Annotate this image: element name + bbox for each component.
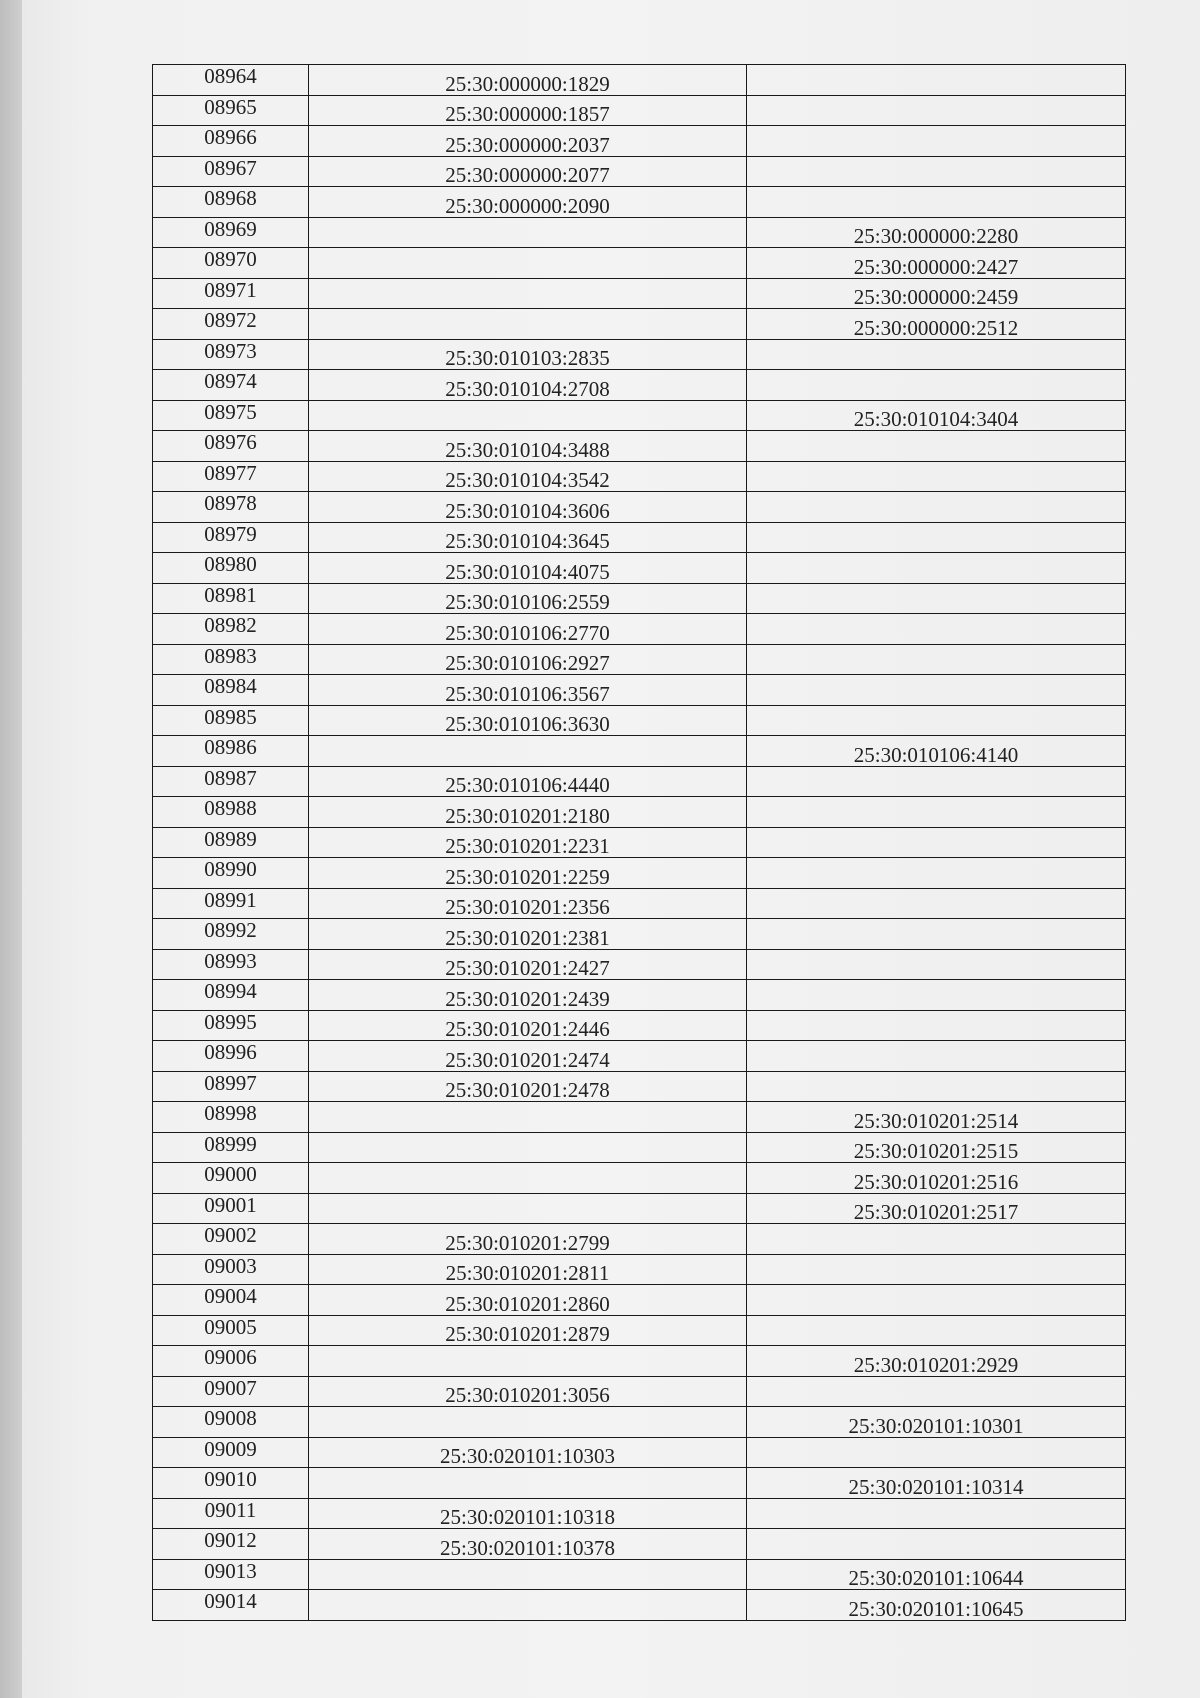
table-row — [153, 827, 1126, 858]
row-number-cell: 08979 — [153, 522, 309, 553]
table-row — [153, 65, 1126, 96]
row-number-cell: 08970 — [153, 248, 309, 279]
table-row — [153, 1254, 1126, 1285]
cadastral-number-cell-secondary — [747, 1315, 1126, 1346]
row-number-cell: 08969 — [153, 217, 309, 248]
cadastral-number-cell-primary: 25:30:010104:2708 — [309, 370, 747, 401]
table-row — [153, 1163, 1126, 1194]
cadastral-number-cell-primary: 25:30:010201:2879 — [309, 1315, 747, 1346]
table-row — [153, 217, 1126, 248]
cadastral-number-cell-primary — [309, 400, 747, 431]
cadastral-number-cell-secondary — [747, 431, 1126, 462]
cadastral-number-cell-primary — [309, 1468, 747, 1499]
row-number-cell: 08986 — [153, 736, 309, 767]
table-row — [153, 1102, 1126, 1133]
cadastral-number-cell-secondary: 25:30:010104:3404 — [747, 400, 1126, 431]
cadastral-number-cell-secondary: 25:30:010201:2929 — [747, 1346, 1126, 1377]
cadastral-number-cell-secondary — [747, 95, 1126, 126]
row-number-cell: 08967 — [153, 156, 309, 187]
row-number-cell: 08997 — [153, 1071, 309, 1102]
cadastral-number-cell-primary: 25:30:010103:2835 — [309, 339, 747, 370]
cadastral-number-cell-primary: 25:30:010201:2478 — [309, 1071, 747, 1102]
cadastral-number-cell-secondary — [747, 827, 1126, 858]
row-number-cell: 08999 — [153, 1132, 309, 1163]
table-row — [153, 980, 1126, 1011]
table-row — [153, 1193, 1126, 1224]
cadastral-number-cell-secondary: 25:30:020101:10644 — [747, 1559, 1126, 1590]
scan-edge-shadow — [0, 0, 22, 1698]
cadastral-number-cell-primary: 25:30:000000:1857 — [309, 95, 747, 126]
row-number-cell: 09009 — [153, 1437, 309, 1468]
cadastral-number-cell-primary — [309, 1590, 747, 1621]
row-number-cell: 09004 — [153, 1285, 309, 1316]
cadastral-number-cell-primary: 25:30:010201:2259 — [309, 858, 747, 889]
cadastral-number-cell-primary — [309, 1407, 747, 1438]
cadastral-number-cell-secondary: 25:30:020101:10314 — [747, 1468, 1126, 1499]
cadastral-number-cell-secondary — [747, 1041, 1126, 1072]
cadastral-number-cell-secondary — [747, 461, 1126, 492]
row-number-cell: 08983 — [153, 644, 309, 675]
cadastral-number-cell-primary: 25:30:010201:3056 — [309, 1376, 747, 1407]
table-row — [153, 1315, 1126, 1346]
table-row — [153, 1285, 1126, 1316]
cadastral-number-cell-secondary — [747, 1285, 1126, 1316]
cadastral-number-cell-primary — [309, 1346, 747, 1377]
row-number-cell: 08975 — [153, 400, 309, 431]
cadastral-number-cell-secondary — [747, 980, 1126, 1011]
table-row — [153, 1559, 1126, 1590]
row-number-cell: 09012 — [153, 1529, 309, 1560]
cadastral-number-table — [152, 64, 1126, 1621]
table-row — [153, 187, 1126, 218]
cadastral-number-cell-secondary: 25:30:010201:2517 — [747, 1193, 1126, 1224]
row-number-cell: 08991 — [153, 888, 309, 919]
table-row — [153, 675, 1126, 706]
row-number-cell: 09014 — [153, 1590, 309, 1621]
table-row — [153, 736, 1126, 767]
cadastral-number-cell-secondary — [747, 1437, 1126, 1468]
table-row — [153, 95, 1126, 126]
cadastral-number-cell-primary: 25:30:010201:2446 — [309, 1010, 747, 1041]
table-row — [153, 1468, 1126, 1499]
cadastral-number-cell-secondary: 25:30:000000:2280 — [747, 217, 1126, 248]
cadastral-number-cell-primary: 25:30:010201:2439 — [309, 980, 747, 1011]
cadastral-number-cell-primary: 25:30:010104:3645 — [309, 522, 747, 553]
cadastral-number-cell-secondary — [747, 583, 1126, 614]
row-number-cell: 09002 — [153, 1224, 309, 1255]
cadastral-number-cell-secondary — [747, 370, 1126, 401]
table-row — [153, 1041, 1126, 1072]
cadastral-number-cell-secondary — [747, 339, 1126, 370]
row-number-cell: 08990 — [153, 858, 309, 889]
cadastral-number-cell-primary: 25:30:020101:10318 — [309, 1498, 747, 1529]
cadastral-number-cell-secondary — [747, 65, 1126, 96]
table-row — [153, 1529, 1126, 1560]
cadastral-number-cell-secondary — [747, 766, 1126, 797]
table-row — [153, 278, 1126, 309]
table-row — [153, 339, 1126, 370]
table-row — [153, 1010, 1126, 1041]
row-number-cell: 08965 — [153, 95, 309, 126]
table-body — [153, 65, 1126, 1621]
row-number-cell: 08993 — [153, 949, 309, 980]
cadastral-number-cell-primary: 25:30:000000:2077 — [309, 156, 747, 187]
cadastral-number-cell-primary: 25:30:000000:1829 — [309, 65, 747, 96]
cadastral-number-cell-primary — [309, 1102, 747, 1133]
cadastral-number-cell-secondary — [747, 705, 1126, 736]
cadastral-number-cell-primary: 25:30:010104:3606 — [309, 492, 747, 523]
cadastral-number-cell-secondary — [747, 1010, 1126, 1041]
cadastral-number-cell-secondary — [747, 1071, 1126, 1102]
row-number-cell: 08984 — [153, 675, 309, 706]
cadastral-number-cell-secondary: 25:30:000000:2427 — [747, 248, 1126, 279]
row-number-cell: 08971 — [153, 278, 309, 309]
cadastral-number-cell-primary: 25:30:020101:10378 — [309, 1529, 747, 1560]
cadastral-number-cell-primary — [309, 736, 747, 767]
cadastral-number-cell-secondary — [747, 888, 1126, 919]
cadastral-number-cell-primary: 25:30:010106:3567 — [309, 675, 747, 706]
cadastral-number-cell-secondary — [747, 675, 1126, 706]
cadastral-number-cell-primary: 25:30:010201:2356 — [309, 888, 747, 919]
table-row — [153, 156, 1126, 187]
cadastral-number-cell-primary — [309, 1163, 747, 1194]
row-number-cell: 08972 — [153, 309, 309, 340]
row-number-cell: 08966 — [153, 126, 309, 157]
cadastral-number-cell-primary — [309, 309, 747, 340]
row-number-cell: 09007 — [153, 1376, 309, 1407]
cadastral-number-cell-secondary — [747, 949, 1126, 980]
cadastral-number-cell-primary: 25:30:010201:2474 — [309, 1041, 747, 1072]
table-row — [153, 1071, 1126, 1102]
cadastral-number-cell-primary: 25:30:000000:2090 — [309, 187, 747, 218]
row-number-cell: 08995 — [153, 1010, 309, 1041]
cadastral-number-cell-primary: 25:30:010201:2811 — [309, 1254, 747, 1285]
cadastral-number-cell-secondary — [747, 797, 1126, 828]
cadastral-number-cell-secondary: 25:30:000000:2459 — [747, 278, 1126, 309]
table-row — [153, 553, 1126, 584]
table-row — [153, 766, 1126, 797]
row-number-cell: 09010 — [153, 1468, 309, 1499]
row-number-cell: 08994 — [153, 980, 309, 1011]
table-row — [153, 888, 1126, 919]
row-number-cell: 08980 — [153, 553, 309, 584]
cadastral-number-cell-secondary — [747, 1254, 1126, 1285]
row-number-cell: 09005 — [153, 1315, 309, 1346]
table-row — [153, 583, 1126, 614]
table-row — [153, 248, 1126, 279]
cadastral-number-cell-primary: 25:30:010201:2231 — [309, 827, 747, 858]
cadastral-number-cell-secondary — [747, 919, 1126, 950]
cadastral-number-cell-secondary: 25:30:010201:2514 — [747, 1102, 1126, 1133]
cadastral-number-cell-primary — [309, 248, 747, 279]
table-row — [153, 126, 1126, 157]
row-number-cell: 08987 — [153, 766, 309, 797]
row-number-cell: 09008 — [153, 1407, 309, 1438]
table-row — [153, 1407, 1126, 1438]
row-number-cell: 09001 — [153, 1193, 309, 1224]
table-row — [153, 309, 1126, 340]
row-number-cell: 09003 — [153, 1254, 309, 1285]
cadastral-number-cell-secondary — [747, 644, 1126, 675]
cadastral-number-cell-secondary: 25:30:020101:10301 — [747, 1407, 1126, 1438]
table-row — [153, 644, 1126, 675]
row-number-cell: 08998 — [153, 1102, 309, 1133]
table-row — [153, 1132, 1126, 1163]
table-row — [153, 492, 1126, 523]
cadastral-number-cell-primary: 25:30:020101:10303 — [309, 1437, 747, 1468]
table-row — [153, 949, 1126, 980]
cadastral-number-cell-secondary: 25:30:010201:2515 — [747, 1132, 1126, 1163]
row-number-cell: 08981 — [153, 583, 309, 614]
table-row — [153, 1346, 1126, 1377]
cadastral-number-cell-primary: 25:30:010106:4440 — [309, 766, 747, 797]
cadastral-number-cell-primary — [309, 1559, 747, 1590]
table-row — [153, 400, 1126, 431]
cadastral-number-cell-primary: 25:30:010201:2860 — [309, 1285, 747, 1316]
cadastral-number-cell-secondary — [747, 187, 1126, 218]
cadastral-number-cell-secondary — [747, 1224, 1126, 1255]
row-number-cell: 08978 — [153, 492, 309, 523]
cadastral-number-cell-primary — [309, 1132, 747, 1163]
cadastral-number-cell-primary: 25:30:010201:2799 — [309, 1224, 747, 1255]
cadastral-number-cell-secondary — [747, 126, 1126, 157]
row-number-cell: 08985 — [153, 705, 309, 736]
cadastral-number-cell-primary: 25:30:010106:2927 — [309, 644, 747, 675]
table-row — [153, 919, 1126, 950]
row-number-cell: 09011 — [153, 1498, 309, 1529]
table-row — [153, 431, 1126, 462]
row-number-cell: 08988 — [153, 797, 309, 828]
cadastral-number-cell-secondary: 25:30:010106:4140 — [747, 736, 1126, 767]
row-number-cell: 08982 — [153, 614, 309, 645]
cadastral-number-cell-secondary — [747, 492, 1126, 523]
cadastral-number-cell-primary — [309, 278, 747, 309]
cadastral-number-cell-primary: 25:30:010201:2180 — [309, 797, 747, 828]
row-number-cell: 08976 — [153, 431, 309, 462]
cadastral-number-cell-secondary: 25:30:020101:10645 — [747, 1590, 1126, 1621]
table-row — [153, 1437, 1126, 1468]
cadastral-number-cell-primary: 25:30:010104:4075 — [309, 553, 747, 584]
row-number-cell: 09006 — [153, 1346, 309, 1377]
cadastral-number-cell-primary: 25:30:000000:2037 — [309, 126, 747, 157]
table-row — [153, 858, 1126, 889]
table-row — [153, 370, 1126, 401]
row-number-cell: 08992 — [153, 919, 309, 950]
row-number-cell: 08968 — [153, 187, 309, 218]
row-number-cell: 08964 — [153, 65, 309, 96]
cadastral-number-cell-secondary: 25:30:010201:2516 — [747, 1163, 1126, 1194]
cadastral-number-cell-primary: 25:30:010201:2427 — [309, 949, 747, 980]
row-number-cell: 09013 — [153, 1559, 309, 1590]
cadastral-number-cell-primary: 25:30:010106:2559 — [309, 583, 747, 614]
cadastral-number-cell-secondary: 25:30:000000:2512 — [747, 309, 1126, 340]
row-number-cell: 08973 — [153, 339, 309, 370]
cadastral-number-cell-primary — [309, 217, 747, 248]
table-row — [153, 1590, 1126, 1621]
cadastral-number-cell-secondary — [747, 858, 1126, 889]
cadastral-number-cell-primary: 25:30:010106:3630 — [309, 705, 747, 736]
row-number-cell: 08989 — [153, 827, 309, 858]
table-row — [153, 522, 1126, 553]
table-row — [153, 614, 1126, 645]
cadastral-number-cell-primary: 25:30:010104:3542 — [309, 461, 747, 492]
cadastral-number-cell-secondary — [747, 1376, 1126, 1407]
row-number-cell: 08974 — [153, 370, 309, 401]
cadastral-number-cell-secondary — [747, 1498, 1126, 1529]
table-row — [153, 705, 1126, 736]
table-row — [153, 1498, 1126, 1529]
cadastral-number-cell-primary: 25:30:010201:2381 — [309, 919, 747, 950]
cadastral-number-cell-primary: 25:30:010104:3488 — [309, 431, 747, 462]
cadastral-number-cell-primary — [309, 1193, 747, 1224]
cadastral-number-cell-secondary — [747, 1529, 1126, 1560]
table-row — [153, 1224, 1126, 1255]
table-row — [153, 461, 1126, 492]
row-number-cell: 09000 — [153, 1163, 309, 1194]
row-number-cell: 08977 — [153, 461, 309, 492]
cadastral-number-cell-secondary — [747, 522, 1126, 553]
table-row — [153, 797, 1126, 828]
cadastral-number-cell-secondary — [747, 156, 1126, 187]
table-row — [153, 1376, 1126, 1407]
cadastral-number-cell-primary: 25:30:010106:2770 — [309, 614, 747, 645]
cadastral-number-cell-secondary — [747, 553, 1126, 584]
cadastral-number-cell-secondary — [747, 614, 1126, 645]
row-number-cell: 08996 — [153, 1041, 309, 1072]
